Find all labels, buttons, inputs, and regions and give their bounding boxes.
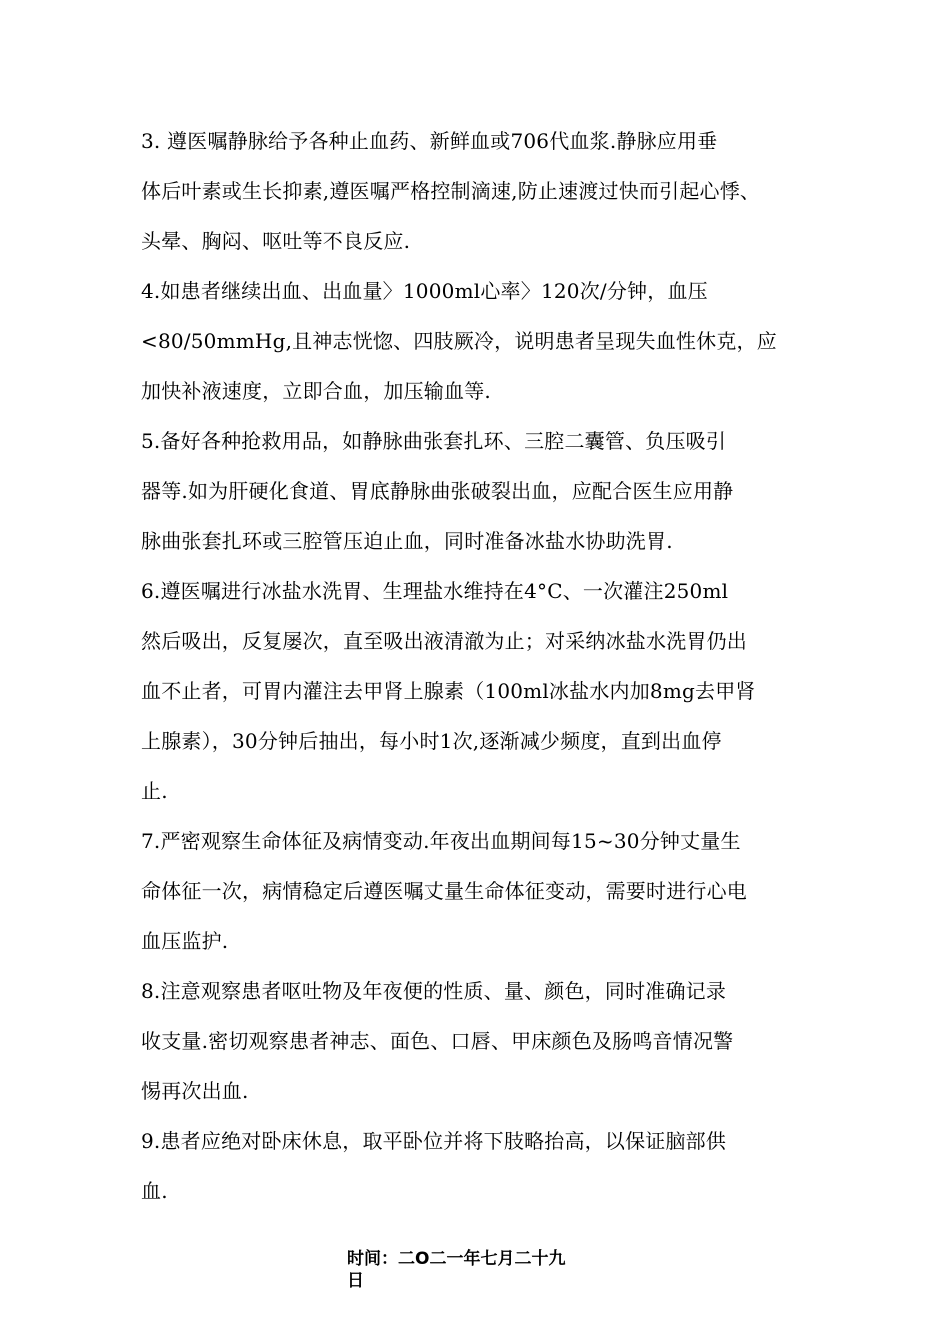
text-line: 命体征一次，病情稳定后遵医嘱丈量生命体征变动，需要时进行心电: [141, 879, 747, 903]
text-line: 6.遵医嘱进行冰盐水洗胃、生理盐水维持在4°C、一次灌注250ml: [141, 579, 729, 603]
text-line: 然后吸出，反复屡次，直至吸出液清澈为止；对采纳冰盐水洗胃仍出: [141, 629, 747, 653]
text-line: 加快补液速度，立即合血，加压输血等.: [141, 379, 491, 403]
text-line: 血.: [141, 1179, 168, 1203]
text-line: 血压监护.: [141, 929, 229, 953]
text-line: 4.如患者继续出血、出血量〉1000ml心率〉120次/分钟，血压: [141, 279, 708, 303]
document-body: [141, 116, 821, 1216]
text-line: <80/50mmHg,且神志恍惚、四肢厥冷，说明患者呈现失血性休克，应: [141, 329, 777, 353]
text-line: 惕再次出血.: [141, 1079, 249, 1103]
text-line: 上腺素），30分钟后抽出，每小时1次,逐渐减少频度，直到出血停: [141, 729, 722, 753]
text-line: 3. 遵医嘱静脉给予各种止血药、新鲜血或706代血浆.静脉应用垂: [141, 129, 718, 153]
text-line: 血不止者，可胃内灌注去甲肾上腺素（100ml冰盐水内加8mg去甲肾: [141, 679, 756, 703]
text-line: 5.备好各种抢救用品，如静脉曲张套扎环、三腔二囊管、负压吸引: [141, 429, 727, 453]
date-footer: [347, 1248, 607, 1292]
text-line: 脉曲张套扎环或三腔管压迫止血，同时准备冰盐水协助洗胃.: [141, 529, 673, 553]
text-line: 器等.如为肝硬化食道、胃底静脉曲张破裂出血，应配合医生应用静: [141, 479, 734, 503]
text-line: 8.注意观察患者呕吐物及年夜便的性质、量、颜色，同时准确记录: [141, 979, 727, 1003]
date-footer-line-1: 时间：二O二一年七月二十九: [347, 1249, 566, 1269]
text-line: 收支量.密切观察患者神志、面色、口唇、甲床颜色及肠鸣音情况警: [141, 1029, 734, 1053]
date-footer-line-2: 日: [347, 1271, 364, 1291]
text-line: 体后叶素或生长抑素,遵医嘱严格控制滴速,防止速渡过快而引起心悸、: [141, 179, 761, 203]
text-line: 7.严密观察生命体征及病情变动.年夜出血期间每15~30分钟丈量生: [141, 829, 741, 853]
text-line: 头晕、胸闷、呕吐等不良反应.: [141, 229, 411, 253]
text-line: 止.: [141, 779, 168, 803]
text-line: 9.患者应绝对卧床休息，取平卧位并将下肢略抬高，以保证脑部供: [141, 1129, 727, 1153]
